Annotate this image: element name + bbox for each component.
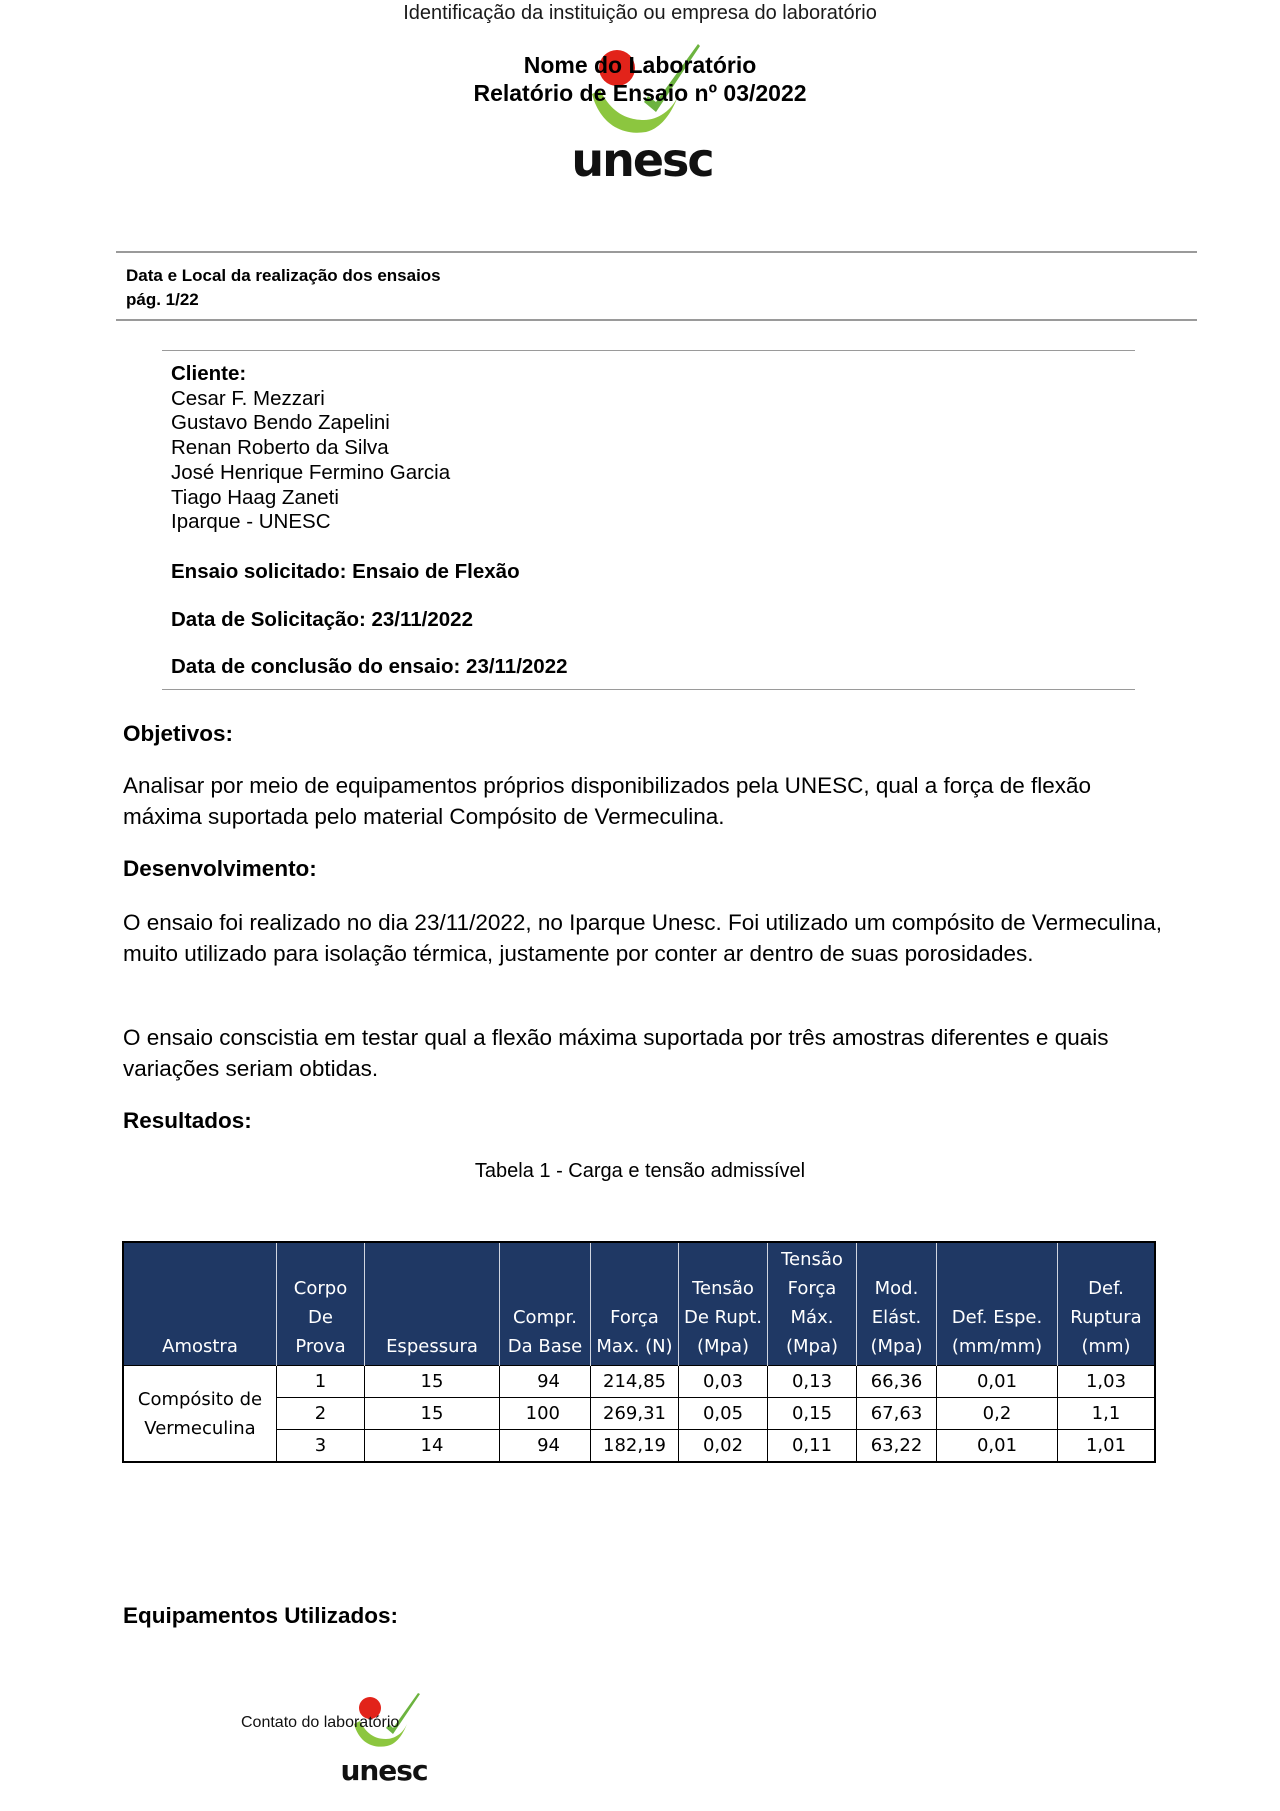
table-row (123, 1398, 1155, 1430)
header-espessura: Espessura (365, 1242, 500, 1366)
logo-wordmark: unesc (340, 1754, 428, 1786)
table-cell: 0,02 (679, 1430, 768, 1463)
client-label: Cliente: (171, 362, 247, 385)
lab-contact: Contato do laboratório (241, 1714, 400, 1731)
objectives-text: Analisar por meio de equipamentos próprios disponibilizados pela UNESC, qual a força de flexão máxima suportada pelo material Compósito de Vermeculina. (123, 773, 1092, 829)
table-cell: 0,2 (937, 1398, 1058, 1430)
divider-meta-bottom (116, 319, 1197, 321)
table-cell: 0,03 (679, 1366, 768, 1398)
table-cell: 269,31 (591, 1398, 679, 1430)
objectives-heading: Objetivos: (123, 721, 234, 746)
header-compr-base: Compr. Da Base (500, 1242, 591, 1366)
lab-name: Nome do Laboratório (523, 52, 757, 78)
divider-client-top (162, 350, 1135, 351)
table-cell: 1,01 (1058, 1430, 1156, 1463)
table-row (123, 1366, 1155, 1398)
table-cell: 66,36 (857, 1366, 937, 1398)
requested-test: Ensaio solicitado: Ensaio de Flexão (171, 560, 520, 583)
table-cell: 1 (277, 1366, 365, 1398)
table-cell: 0,01 (937, 1366, 1058, 1398)
table-cell: 63,22 (857, 1430, 937, 1463)
client-name: Gustavo Bendo Zapelini (171, 411, 390, 435)
table-cell: 0,13 (768, 1366, 857, 1398)
table-cell: 67,63 (857, 1398, 937, 1430)
conclusion-date: Data de conclusão do ensaio: 23/11/2022 (171, 655, 568, 678)
table-cell: 182,19 (591, 1430, 679, 1463)
institution-identification: Identificação da instituição ou empresa do laboratório (403, 2, 877, 24)
sample-name: Compósito de Vermeculina (123, 1366, 277, 1463)
report-number: Relatório de Ensaio nº 03/2022 (473, 80, 807, 106)
table-cell: 0,01 (937, 1430, 1058, 1463)
table-cell: 214,85 (591, 1366, 679, 1398)
table-cell: 94 (500, 1430, 591, 1463)
header-tensao-forca-max: Tensão Força Máx. (Mpa) (768, 1242, 857, 1366)
development-heading: Desenvolvimento: (123, 856, 317, 881)
table-cell: 3 (277, 1430, 365, 1463)
client-block (171, 362, 450, 535)
table-cell: 14 (365, 1430, 500, 1463)
client-name: Iparque - UNESC (171, 510, 331, 534)
table-cell: 94 (500, 1366, 591, 1398)
table-cell: 0,11 (768, 1430, 857, 1463)
client-name: Tiago Haag Zaneti (171, 485, 339, 509)
unesc-logo-footer (332, 1686, 436, 1786)
equipment-heading: Equipamentos Utilizados: (123, 1603, 399, 1628)
table-cell: 1,03 (1058, 1366, 1156, 1398)
header-def-ruptura: Def. Ruptura (mm) (1058, 1242, 1156, 1366)
table-cell: 0,05 (679, 1398, 768, 1430)
header-forca-max: Força Max. (N) (591, 1242, 679, 1366)
table-cell: 0,15 (768, 1398, 857, 1430)
results-heading: Resultados: (123, 1108, 252, 1133)
table-cell: 2 (277, 1398, 365, 1430)
divider-client-bottom (162, 689, 1135, 690)
header-def-espe: Def. Espe. (mm/mm) (937, 1242, 1058, 1366)
table-caption: Tabela 1 - Carga e tensão admissível (474, 1160, 806, 1182)
table-cell: 100 (500, 1398, 591, 1430)
header-amostra: Amostra (123, 1242, 277, 1366)
date-place-label: Data e Local da realização dos ensaios (126, 266, 441, 285)
client-name: Renan Roberto da Silva (171, 436, 389, 460)
client-name: José Henrique Fermino Garcia (171, 460, 451, 484)
client-name: Cesar F. Mezzari (171, 386, 325, 410)
table-cell: 15 (365, 1398, 500, 1430)
header-corpo-de-prova: Corpo De Prova (277, 1242, 365, 1366)
results-table (122, 1241, 1156, 1463)
table-cell: 15 (365, 1366, 500, 1398)
divider-top (116, 251, 1197, 253)
header-mod-elast: Mod. Elást. (Mpa) (857, 1242, 937, 1366)
header-tensao-rupt: Tensão De Rupt. (Mpa) (679, 1242, 768, 1366)
development-paragraph: O ensaio conscistia em testar qual a flexão máxima suportada por três amostras diferentes e quais variações seriam obtidas. (123, 1025, 1109, 1081)
logo-wordmark: unesc (571, 133, 713, 182)
table-cell: 1,1 (1058, 1398, 1156, 1430)
page-number: pág. 1/22 (126, 290, 199, 309)
table-header-row (123, 1242, 1155, 1366)
meta-block (126, 264, 441, 312)
request-date: Data de Solicitação: 23/11/2022 (171, 608, 473, 631)
development-paragraph: O ensaio foi realizado no dia 23/11/2022, no Iparque Unesc. Foi utilizado um compósito de Vermeculina, muito utilizado para isolação térmica, justamente por conter ar dentro de suas porosidades. (123, 910, 1162, 966)
table-row (123, 1430, 1155, 1463)
